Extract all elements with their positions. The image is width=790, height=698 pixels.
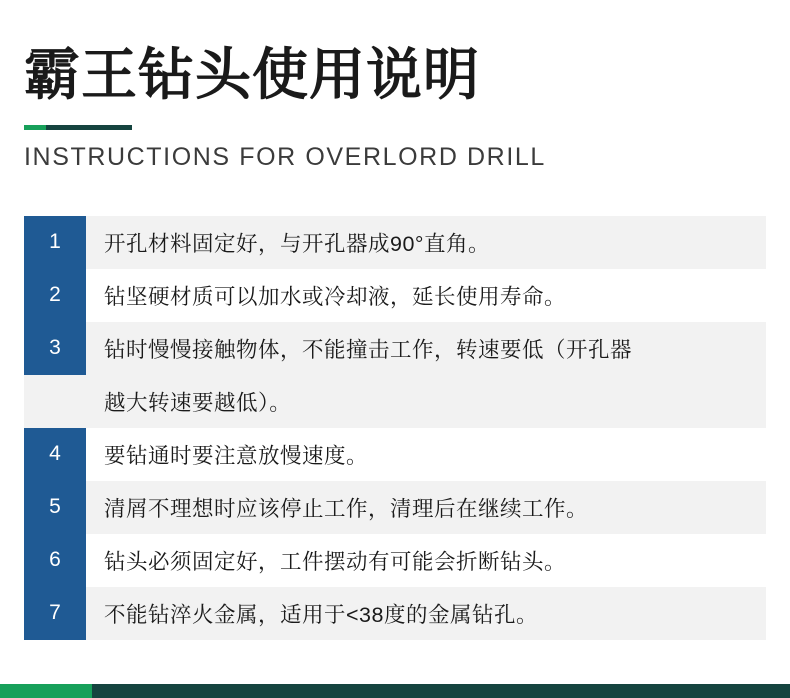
item-number: 7	[24, 587, 86, 640]
item-text: 钻时慢慢接触物体，不能撞击工作，转速要低（开孔器	[86, 322, 766, 375]
page-title: 霸王钻头使用说明	[24, 43, 480, 106]
item-number: 1	[24, 216, 86, 269]
item-text: 清屑不理想时应该停止工作，清理后在继续工作。	[86, 481, 766, 534]
list-item	[24, 534, 766, 587]
item-text: 开孔材料固定好，与开孔器成90°直角。	[86, 216, 766, 269]
divider-dark-segment	[46, 125, 132, 130]
item-text: 不能钻淬火金属，适用于<38度的金属钻孔。	[86, 587, 766, 640]
item-number: 5	[24, 481, 86, 534]
list-item-continuation	[24, 375, 766, 428]
item-text: 钻头必须固定好，工件摆动有可能会折断钻头。	[86, 534, 766, 587]
list-item	[24, 587, 766, 640]
list-item	[24, 322, 766, 375]
title-divider	[24, 125, 132, 130]
item-text: 越大转速要越低）。	[86, 375, 766, 428]
list-item	[24, 481, 766, 534]
item-number: 4	[24, 428, 86, 481]
item-text: 钻坚硬材质可以加水或冷却液，延长使用寿命。	[86, 269, 766, 322]
footer-bar	[0, 684, 790, 698]
footer-dark-segment	[92, 684, 790, 698]
list-item	[24, 428, 766, 481]
instruction-list	[24, 216, 766, 640]
item-number-blank	[24, 375, 86, 428]
list-item	[24, 216, 766, 269]
list-item	[24, 269, 766, 322]
item-number: 2	[24, 269, 86, 322]
item-text: 要钻通时要注意放慢速度。	[86, 428, 766, 481]
page-subtitle: INSTRUCTIONS FOR OVERLORD DRILL	[24, 142, 546, 171]
item-number: 6	[24, 534, 86, 587]
item-number: 3	[24, 322, 86, 375]
footer-green-segment	[0, 684, 92, 698]
divider-green-segment	[24, 125, 46, 130]
